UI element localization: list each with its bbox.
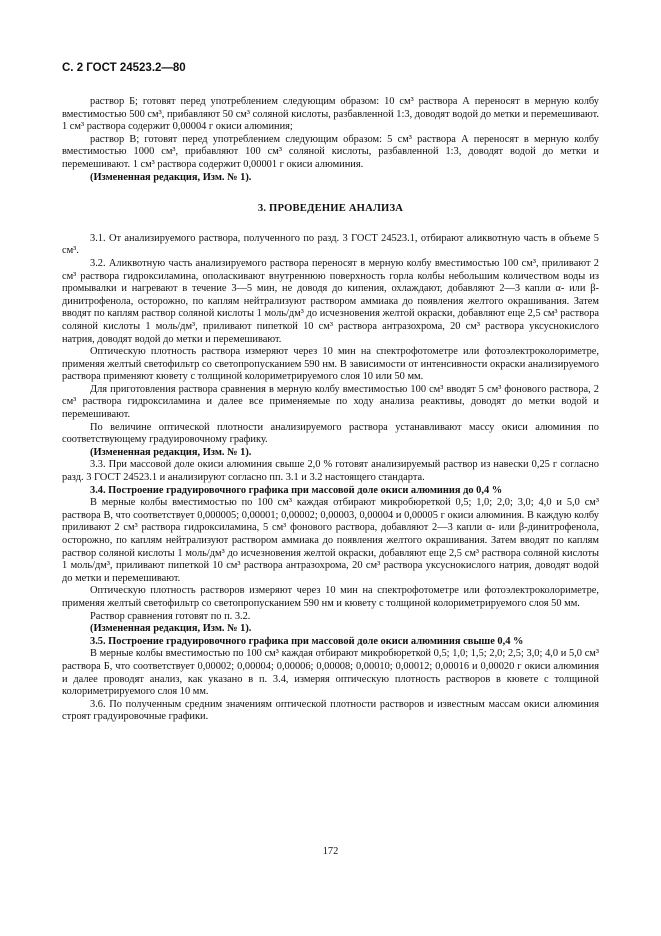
page-header: С. 2 ГОСТ 24523.2—80 xyxy=(62,62,186,74)
document-body xyxy=(62,96,599,724)
paragraph: 3.2. Аликвотную часть анализируемого раствора переносят в мерную колбу вместимостью 100 см³, приливают 2 см³ раствора гидроксиламина, ополаскивают внутреннюю поверхность горла колбы небольшим количеством воды из промывалки и нагревают в течение 3—5 мин, не доводя до кипения, охлаждают, добавляют 2—3 капли α- или β-динитрофенола, осторожно, по каплям нейтрализуют раствором аммиака до появления желтого окрашивания. Затем вводят по каплям раствор соляной кислоты 1 моль/дм³ до исчезновения желтой окраски, добавляют еще 2,5 см³ раствора соляной кислоты 1 моль/дм³, приливают пипеткой 10 см³ раствора антразохрома, 20 см³ раствора уксуснокислого натрия, доводят водой до метки и перемешивают. xyxy=(62,257,599,345)
paragraph: 3.1. От анализируемого раствора, полученного по разд. 3 ГОСТ 24523.1, отбирают аликвотную часть в объеме 5 см³. xyxy=(62,232,599,257)
bold-paragraph: 3.4. Построение градуировочного графика при массовой доле окиси алюминия до 0,4 % xyxy=(90,484,503,496)
page-number: 172 xyxy=(322,846,339,857)
bold-paragraph: (Измененная редакция, Изм. № 1). xyxy=(90,446,252,458)
paragraph: В мерные колбы вместимостью по 100 см³ каждая отбирают микробюреткой 0,5; 1,0; 2,0; 3,0; 4,0 и 5,0 см³ раствора В, что соответствует 0,000005; 0,00001; 0,00002; 0,00003, 0,00004 и 0,00005 г окиси алюминия. В каждую колбу приливают 2 см³ раствора гидроксиламина, 5 см³ фонового раствора, добавляют 2—3 капли α- или β-динитрофенола, осторожно, по каплям нейтрализуют раствором аммиака до появления желтого окрашивания. Затем вводят по каплям раствор соляной кислоты 1 моль/дм³ до исчезновения желтой окраски, добавляют еще 2,5 см³ раствора соляной кислоты 1 моль/дм³, приливают пипеткой 10 см³ раствора антразохрома, 20 см³ раствора уксуснокислого натрия, доводят водой до метки и перемешивают. xyxy=(62,497,599,584)
paragraph: раствор В; готовят перед употреблением следующим образом: 5 см³ раствора А переносят в мерную колбу вместимостью 1000 см³, прибавляют 100 см³ соляной кислоты, разбавленной 1:3, доводят водой до метки и перемешивают. 1 см³ раствора содержит 0,00001 г окиси алюминия. xyxy=(62,133,599,170)
bold-paragraph: (Измененная редакция, Изм. № 1). xyxy=(90,171,252,183)
bold-paragraph: (Измененная редакция, Изм. № 1). xyxy=(90,623,252,635)
paragraph: раствор Б; готовят перед употреблением следующим образом: 10 см³ раствора А переносят в мерную колбу вместимостью 500 см³, прибавляют 50 см³ соляной кислоты, разбавленной 1:3, доводят водой до метки и перемешивают. 1 см³ раствора содержит 0,00004 г окиси алюминия; xyxy=(62,96,599,133)
paragraph: 3.6. По полученным средним значениям оптической плотности растворов и известным массам окиси алюминия строят градуировочные графики. xyxy=(62,698,599,723)
paragraph: 3.3. При массовой доле окиси алюминия свыше 2,0 % готовят анализируемый раствор из навески 0,25 г согласно разд. 3 ГОСТ 24523.1 и анализируют согласно пп. 3.1 и 3.2 настоящего стандарта. xyxy=(62,459,599,484)
section-title: 3. ПРОВЕДЕНИЕ АНАЛИЗА xyxy=(257,203,404,215)
paragraph: Для приготовления раствора сравнения в мерную колбу вместимостью 100 см³ вводят 5 см³ фонового раствора, 2 см³ раствора гидроксиламина и далее все применяемые по ходу анализа реактивы, доводят до метки водой и перемешивают. xyxy=(62,383,599,421)
paragraph: В мерные колбы вместимостью по 100 см³ каждая отбирают микробюреткой 0,5; 1,0; 1,5; 2,0; 2,5; 3,0; 4,0 и 5,0 см³ раствора Б, что соответствует 0,00002; 0,00004; 0,00006; 0,00008; 0,00010; 0,00012; 0,00016 и 0,00020 г окиси алюминия и далее проводят анализ, как указано в п. 3.4, измеряя оптическую плотность растворов в кювете с толщиной колориметрируемого слоя 10 мм. xyxy=(62,648,599,698)
paragraph: Оптическую плотность растворов измеряют через 10 мин на спектрофотометре или фотоэлектроколориметре, применяя желтый светофильтр со светопропусканием 590 нм и кювету с толщиной колориметрируемого слоя 50 мм. xyxy=(62,585,599,609)
bold-paragraph: 3.5. Построение градуировочного графика при массовой доле окиси алюминия свыше 0,4 % xyxy=(90,635,524,647)
paragraph: По величине оптической плотности анализируемого раствора устанавливают массу окиси алюминия по соответствующему градуировочному графику. xyxy=(62,421,599,446)
paragraph: Раствор сравнения готовят по п. 3.2. xyxy=(90,610,251,622)
paragraph: Оптическую плотность раствора измеряют через 10 мин на спектрофотометре или фотоэлектроколориметре, применяя желтый светофильтр со светопропусканием 590 нм. В зависимости от интенсивности окраски анализируемого раствора применяют кювету с толщиной колориметрируемого слоя 10 или 50 мм. xyxy=(62,346,599,383)
